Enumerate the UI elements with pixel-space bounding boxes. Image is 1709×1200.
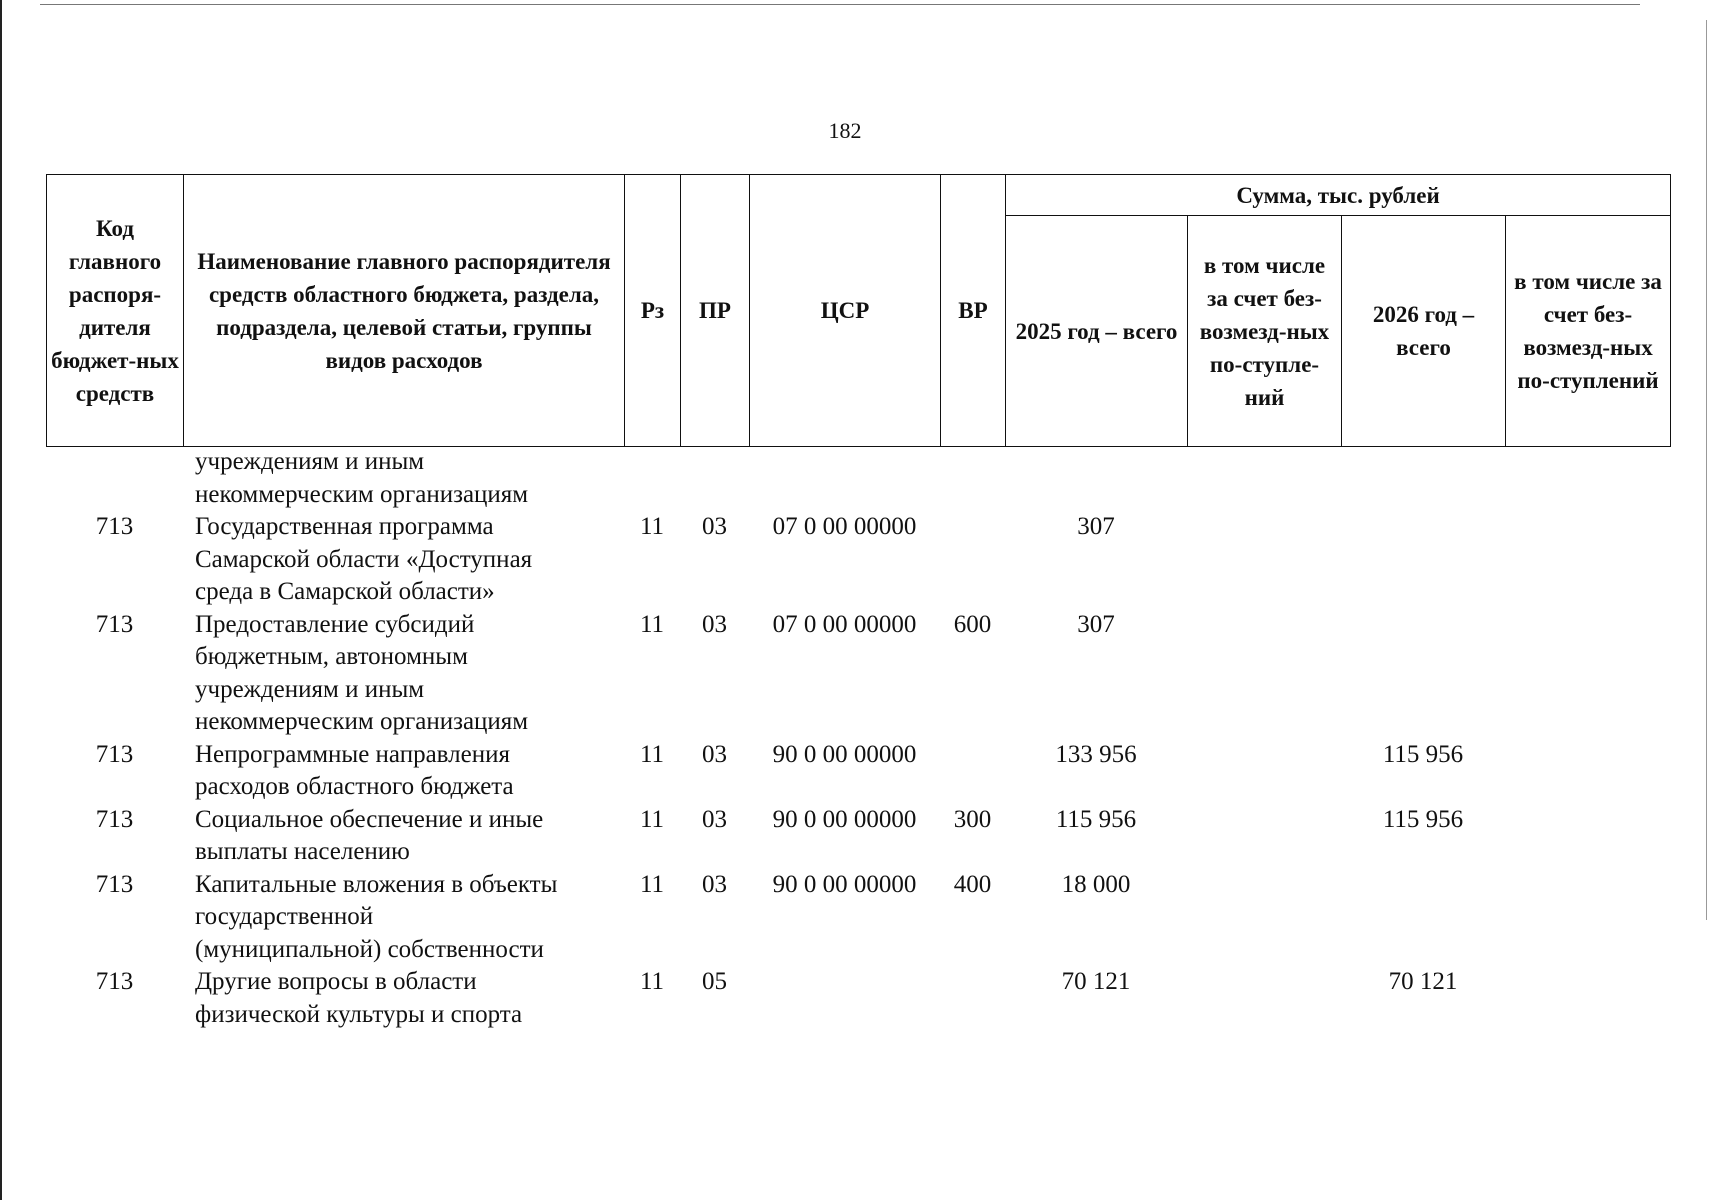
name-line: некоммерческим организациям — [195, 708, 529, 735]
cell-2026-total — [1341, 446, 1505, 511]
cell-name — [183, 804, 624, 869]
cell-pr: 03 — [702, 610, 727, 638]
cell-2026-free — [1505, 869, 1670, 967]
header-2025-total: 2025 год – всего — [1006, 216, 1188, 447]
cell-vr: 600 — [953, 610, 992, 638]
cell-2025-total: 307 — [1077, 513, 1115, 540]
table-row — [46, 609, 1670, 739]
header-2025-free: в том числе за счет без-возмезд-ных по-ступле-ний — [1188, 216, 1342, 447]
cell-vr — [940, 511, 1005, 609]
cell-2025-free — [1187, 966, 1341, 1031]
cell-vr — [940, 966, 1005, 1031]
scan-left-edge — [0, 0, 2, 1200]
cell-pr: 03 — [702, 805, 727, 833]
cell-2026-total: 115 956 — [1382, 805, 1464, 833]
page-number: 182 — [828, 118, 862, 143]
table-row — [46, 446, 1670, 511]
cell-rz: 11 — [639, 968, 665, 995]
table-body — [46, 446, 1670, 1031]
cell-csr: 90 0 00 00000 — [772, 740, 917, 768]
header-code: Код главного распоря-дителя бюджет-ных средств — [47, 175, 184, 447]
cell-csr: 07 0 00 00000 — [772, 610, 917, 638]
header-vr: ВР — [941, 175, 1006, 447]
header-sum-title: Сумма, тыс. рублей — [1006, 175, 1671, 216]
name-line: выплаты населению — [195, 838, 410, 865]
header-csr: ЦСР — [750, 175, 941, 447]
cell-rz: 11 — [639, 870, 665, 898]
cell-2026-free — [1505, 609, 1670, 739]
cell-rz: 11 — [639, 610, 665, 638]
cell-vr: 300 — [953, 805, 992, 833]
cell-code: 713 — [95, 968, 134, 995]
name-line: Непрограммные направления — [195, 740, 510, 768]
cell-csr — [749, 966, 940, 1031]
cell-rz — [624, 446, 680, 511]
cell-csr: 90 0 00 00000 — [772, 805, 917, 833]
cell-2026-free — [1505, 446, 1670, 511]
header-2026-free: в том числе за счет без-возмезд-ных по-ступлений — [1506, 216, 1671, 447]
cell-2026-free — [1505, 804, 1670, 869]
cell-2025-total: 18 000 — [1061, 870, 1131, 898]
cell-name — [183, 446, 624, 511]
cell-code — [46, 446, 183, 511]
name-line: среда в Самарской области» — [195, 578, 495, 605]
name-line: расходов областного бюджета — [195, 773, 514, 800]
cell-2025-free — [1187, 446, 1341, 511]
cell-2025-free — [1187, 869, 1341, 967]
cell-2026-total — [1341, 511, 1505, 609]
cell-code: 713 — [95, 610, 134, 638]
header-rz: Рз — [625, 175, 681, 447]
cell-name — [183, 511, 624, 609]
cell-csr — [749, 446, 940, 511]
cell-2025-total: 307 — [1077, 610, 1115, 638]
cell-2026-free — [1505, 966, 1670, 1031]
cell-name — [183, 739, 624, 804]
table-row — [46, 966, 1670, 1031]
cell-name — [183, 966, 624, 1031]
cell-code: 713 — [95, 740, 134, 768]
name-line: Капитальные вложения в объекты — [195, 870, 558, 898]
table-row — [46, 511, 1670, 609]
cell-2025-free — [1187, 609, 1341, 739]
name-line: учреждениям и иным — [195, 675, 425, 703]
table-row — [46, 869, 1670, 967]
cell-vr — [940, 446, 1005, 511]
cell-rz: 11 — [639, 805, 665, 833]
name-line: учреждениям и иным — [195, 448, 425, 475]
cell-2026-total — [1341, 869, 1505, 967]
name-line: государственной — [195, 903, 374, 930]
name-line: Государственная программа — [195, 513, 494, 540]
name-line: Самарской области «Доступная — [195, 545, 533, 573]
header-2026-total: 2026 год – всего — [1342, 216, 1506, 447]
cell-csr: 90 0 00 00000 — [772, 870, 917, 898]
cell-2026-free — [1505, 739, 1670, 804]
cell-2025-total: 70 121 — [1061, 968, 1131, 995]
cell-pr: 03 — [702, 870, 727, 898]
name-line: физической культуры и спорта — [195, 1000, 523, 1028]
cell-2026-total — [1341, 609, 1505, 739]
cell-2025-total — [1005, 446, 1187, 511]
cell-2025-free — [1187, 804, 1341, 869]
cell-code: 713 — [95, 805, 134, 833]
cell-rz: 11 — [639, 513, 665, 540]
cell-pr: 05 — [702, 968, 727, 995]
table-header — [46, 174, 1671, 447]
name-line: (муниципальной) собственности — [195, 935, 544, 963]
header-name: Наименование главного распорядителя средств областного бюджета, раздела, подраздела, целевой статьи, группы видов расходов — [184, 175, 625, 447]
cell-code: 713 — [95, 513, 134, 540]
header-pr: ПР — [681, 175, 750, 447]
cell-2025-free — [1187, 739, 1341, 804]
cell-csr: 07 0 00 00000 — [772, 513, 917, 540]
name-line: Социальное обеспечение и иные — [195, 805, 544, 833]
name-line: бюджетным, автономным — [195, 643, 468, 670]
cell-vr: 400 — [953, 870, 992, 898]
cell-2025-free — [1187, 511, 1341, 609]
table-row — [46, 739, 1670, 804]
cell-pr: 03 — [702, 513, 727, 540]
cell-pr — [680, 446, 749, 511]
scan-right-edge — [1706, 20, 1707, 920]
top-rule — [40, 4, 1640, 5]
cell-name — [183, 609, 624, 739]
cell-code: 713 — [95, 870, 134, 898]
cell-2025-total: 115 956 — [1055, 805, 1137, 833]
cell-pr: 03 — [702, 740, 727, 768]
cell-2026-total: 115 956 — [1382, 740, 1464, 768]
cell-2026-total: 70 121 — [1388, 968, 1458, 995]
cell-rz: 11 — [639, 740, 665, 768]
name-line: Другие вопросы в области — [195, 968, 477, 995]
cell-2025-total: 133 956 — [1055, 740, 1137, 768]
name-line: некоммерческим организациям — [195, 480, 529, 508]
name-line: Предоставление субсидий — [195, 610, 475, 638]
cell-2026-free — [1505, 511, 1670, 609]
cell-vr — [940, 739, 1005, 804]
table-row — [46, 804, 1670, 869]
cell-name — [183, 869, 624, 967]
